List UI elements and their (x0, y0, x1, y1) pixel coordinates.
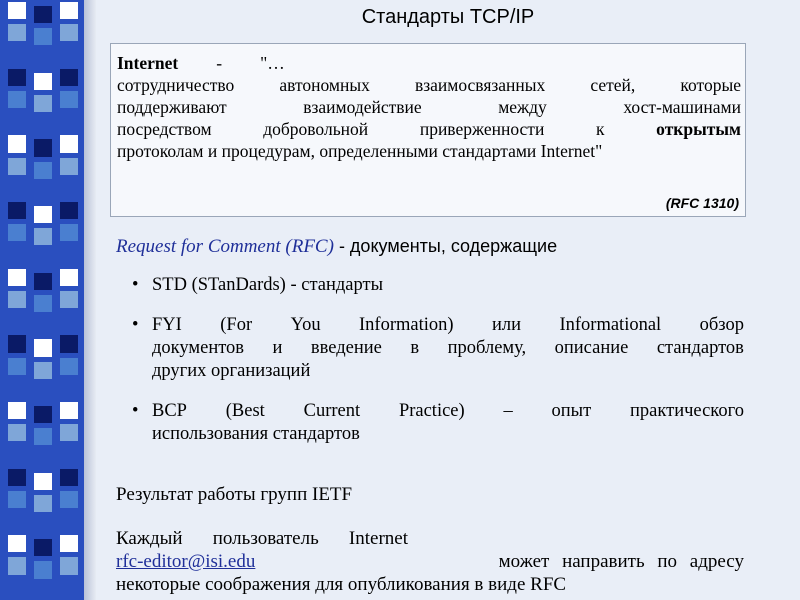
strip-square (60, 69, 78, 86)
strip-square (8, 269, 26, 286)
strip-square (34, 6, 52, 23)
strip-square (60, 313, 78, 330)
strip-square (8, 313, 26, 330)
strip-square (60, 46, 78, 63)
strip-square (34, 584, 52, 600)
strip-square (34, 517, 52, 534)
strip-square (34, 362, 52, 379)
strip-square (60, 91, 78, 108)
strip-square (60, 24, 78, 41)
strip-square (8, 402, 26, 419)
strip-square (8, 424, 26, 441)
strip-square (60, 246, 78, 263)
rfc-heading (116, 236, 557, 258)
strip-square (8, 557, 26, 574)
strip-square (8, 491, 26, 508)
word: You (290, 315, 321, 335)
list-line (152, 400, 744, 423)
strip-square (8, 46, 26, 63)
word: или (491, 315, 522, 335)
quote-word: сетей, (590, 75, 636, 95)
strip-square (34, 473, 52, 490)
strip-shadow (84, 0, 96, 600)
strip-square (34, 228, 52, 245)
list-line (152, 337, 744, 360)
strip-square (60, 135, 78, 152)
list-item-std (116, 274, 744, 297)
strip-square (8, 335, 26, 352)
quote-word: приверженности (419, 119, 545, 139)
word: в (410, 338, 420, 358)
strip-square (60, 402, 78, 419)
strip-square (60, 580, 78, 597)
strip-square (8, 24, 26, 41)
definition-box (110, 43, 746, 217)
strip-square (34, 561, 52, 578)
quote-word: между (498, 97, 547, 117)
word: проблему, (447, 338, 527, 358)
rfc-heading-rest: - документы, содержащие (333, 236, 558, 256)
strip-square (8, 535, 26, 552)
strip-column (8, 2, 26, 600)
decorative-strip (0, 0, 84, 600)
quote-word: автономных (279, 75, 370, 95)
ietf-result-line: Результат работы групп IETF (116, 484, 353, 505)
strip-square (34, 450, 52, 467)
strip-square (8, 291, 26, 308)
list-line: использования стандартов (152, 424, 360, 444)
word: (Best (225, 401, 265, 421)
strip-square (8, 580, 26, 597)
strip-square (8, 380, 26, 397)
rfc-term: Request for Comment (RFC) (116, 236, 334, 257)
strip-square (8, 135, 26, 152)
quote-word: поддерживают (117, 97, 227, 117)
strip-square (8, 69, 26, 86)
word: обзор (699, 315, 744, 335)
strip-square (60, 202, 78, 219)
strip-square (60, 358, 78, 375)
word: Каждый (116, 528, 183, 549)
quote-last-line: протоколам и процедурам, определенными стандартами Internet" (117, 141, 603, 161)
list-line: других организаций (152, 361, 311, 381)
word: FYI (152, 315, 182, 335)
strip-square (8, 446, 26, 463)
paragraph-line: некоторые соображения для опубликования в виде RFC (116, 574, 567, 595)
strip-square (34, 206, 52, 223)
strip-square (34, 339, 52, 356)
paragraph-line (116, 527, 408, 550)
strip-square (8, 2, 26, 19)
strip-column (60, 2, 78, 600)
strip-square (8, 113, 26, 130)
strip-square (60, 180, 78, 197)
strip-square (34, 139, 52, 156)
strip-square (60, 380, 78, 397)
strip-square (8, 202, 26, 219)
strip-square (34, 250, 52, 267)
quote-term: Internet (117, 53, 179, 73)
quote-word: посредством (117, 119, 212, 139)
slide-title: Стандарты TCP/IP (361, 6, 535, 28)
quote-line (117, 74, 741, 96)
strip-square (60, 513, 78, 530)
word: опыт (551, 401, 592, 421)
strip-square (34, 495, 52, 512)
strip-square (60, 557, 78, 574)
strip-square (8, 469, 26, 486)
strip-square (60, 224, 78, 241)
strip-square (34, 184, 52, 201)
strip-square (60, 113, 78, 130)
strip-square (34, 384, 52, 401)
quote-word: хост-машинами (623, 97, 741, 117)
quote-reference: (RFC 1310) (665, 195, 739, 211)
strip-square (34, 406, 52, 423)
quote-word-bold: открытым (656, 119, 741, 139)
strip-column (34, 6, 52, 600)
list-item-bcp (116, 400, 744, 446)
strip-square (60, 535, 78, 552)
strip-square (34, 28, 52, 45)
list-item-fyi (116, 314, 744, 383)
list-line (152, 314, 744, 337)
quote-word: взаимодействие (303, 97, 422, 117)
strip-square (60, 446, 78, 463)
quote-word: добровольной (263, 119, 369, 139)
word: Information) (359, 315, 454, 335)
bullet-icon: • (132, 275, 139, 295)
strip-square (34, 162, 52, 179)
bullet-icon: • (132, 401, 139, 421)
paragraph-line (116, 550, 744, 573)
rfc-types-list (116, 274, 744, 446)
word: – (503, 401, 513, 421)
word: Internet (348, 528, 408, 549)
strip-square (34, 273, 52, 290)
slide (96, 0, 800, 600)
strip-square (34, 539, 52, 556)
strip-square (34, 117, 52, 134)
word: описание (554, 338, 629, 358)
strip-square (8, 158, 26, 175)
submission-paragraph (116, 527, 744, 596)
word: Current (303, 401, 361, 421)
quote-open: "… (260, 53, 285, 73)
quote-first-line (117, 52, 741, 74)
word: документов (152, 338, 245, 358)
strip-square (34, 317, 52, 334)
strip-square (8, 224, 26, 241)
strip-square (34, 73, 52, 90)
word: BCP (152, 401, 187, 421)
quote-line (117, 96, 741, 118)
list-item-text: STD (STanDards) - стандарты (152, 275, 384, 295)
quote-word: к (595, 119, 605, 139)
quote-dash: - (216, 53, 223, 73)
strip-square (34, 50, 52, 67)
strip-square (60, 491, 78, 508)
strip-square (60, 469, 78, 486)
strip-square (34, 295, 52, 312)
word: практического (630, 401, 744, 421)
strip-square (8, 91, 26, 108)
rfc-editor-email-link[interactable]: rfc-editor@isi.edu (116, 551, 256, 572)
quote-word: которые (680, 75, 741, 95)
strip-square (8, 180, 26, 197)
paragraph-text: может направить по адресу (498, 551, 744, 572)
word: Practice) (398, 401, 465, 421)
quote-line (117, 118, 741, 140)
strip-square (8, 358, 26, 375)
word: Informational (559, 315, 662, 335)
word: стандартов (656, 338, 744, 358)
strip-square (34, 428, 52, 445)
word: введение (310, 338, 382, 358)
strip-square (60, 269, 78, 286)
strip-square (60, 424, 78, 441)
strip-square (60, 335, 78, 352)
word: пользователь (212, 528, 319, 549)
strip-square (60, 2, 78, 19)
strip-square (8, 513, 26, 530)
strip-square (60, 291, 78, 308)
quote-word: взаимосвязанных (414, 75, 546, 95)
strip-square (34, 95, 52, 112)
bullet-icon: • (132, 315, 139, 335)
word: и (272, 338, 283, 358)
quote-word: сотрудничество (117, 75, 235, 95)
word: (For (220, 315, 253, 335)
strip-square (60, 158, 78, 175)
strip-square (8, 246, 26, 263)
